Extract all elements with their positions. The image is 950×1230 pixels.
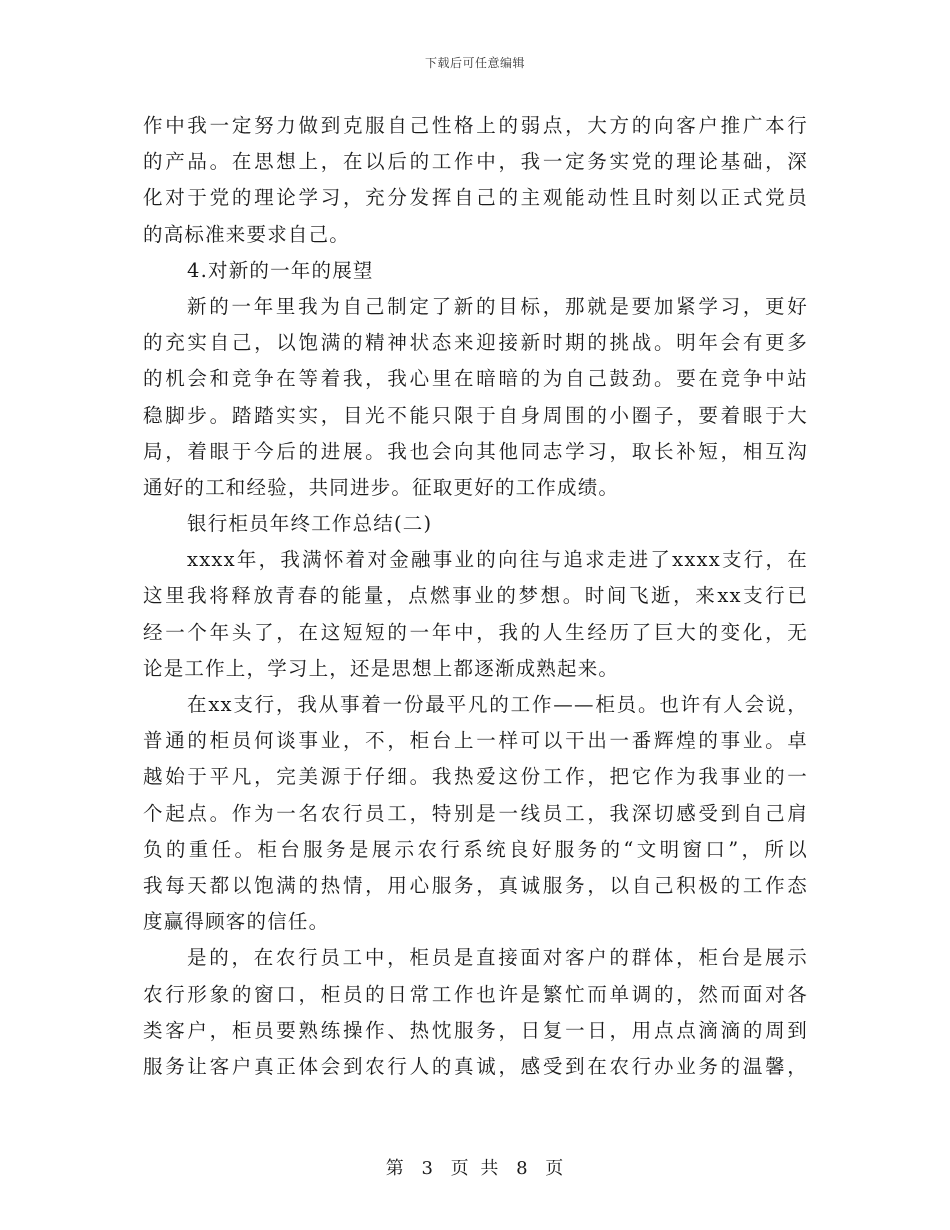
footer-prefix: 第 bbox=[385, 1158, 405, 1179]
text-line: 的高标准来要求自己。 bbox=[143, 222, 351, 246]
body-text bbox=[143, 108, 808, 1085]
text-line: 越始于平凡，完美源于仔细。我热爱这份工作，把它作为我事业的一 bbox=[143, 765, 808, 789]
footer-middle: 页 共 bbox=[450, 1158, 500, 1179]
text-line: 的充实自己，以饱满的精神状态来迎接新时期的挑战。明年会有更多 bbox=[143, 331, 808, 355]
text-line: 负的重任。柜台服务是展示农行系统良好服务的“文明窗口”，所以 bbox=[143, 837, 808, 861]
text-line: 在xx支行，我从事着一份最平凡的工作——柜员。也许有人会说， bbox=[187, 693, 808, 716]
text-line: 新的一年里我为自己制定了新的目标，那就是要加紧学习，更好 bbox=[187, 294, 808, 318]
current-page-number: 3 bbox=[421, 1158, 434, 1179]
text-line: 作中我一定努力做到克服自己性格上的弱点，大方的向客户推广本行 bbox=[143, 114, 808, 137]
text-line: 普通的柜员何谈事业，不，柜台上一样可以干出一番辉煌的事业。卓 bbox=[143, 729, 808, 753]
text-line: 化对于党的理论学习，充分发挥自己的主观能动性且时刻以正式党员 bbox=[143, 186, 808, 210]
text-line: 通好的工和经验，共同进步。征取更好的工作成绩。 bbox=[143, 475, 620, 499]
footer-suffix: 页 bbox=[545, 1158, 565, 1179]
text-line: 局，着眼于今后的进展。我也会向其他同志学习，取长补短，相互沟 bbox=[143, 439, 808, 463]
text-line: 是的，在农行员工中，柜员是直接面对客户的群体，柜台是展示 bbox=[187, 946, 808, 970]
text-line: 这里我将释放青春的能量，点燃事业的梦想。时间飞逝，来xx支行已 bbox=[143, 584, 808, 608]
text-line: 类客户，柜员要熟练操作、热忱服务，日复一日，用点点滴滴的周到 bbox=[143, 1018, 808, 1042]
text-line: 我每天都以饱满的热情，用心服务，真诚服务，以自己积极的工作态 bbox=[143, 873, 808, 897]
page-header: 下载后可任意编辑 bbox=[424, 56, 525, 70]
text-line: 论是工作上，学习上，还是思想上都逐渐成熟起来。 bbox=[143, 656, 620, 680]
text-line: 经一个年头了，在这短短的一年中，我的人生经历了巨大的变化，无 bbox=[143, 620, 808, 644]
text-line: 稳脚步。踏踏实实，目光不能只限于自身周围的小圈子，要着眼于大 bbox=[143, 403, 808, 427]
section-heading: 4.对新的一年的展望 bbox=[187, 258, 374, 282]
page-footer bbox=[0, 1154, 950, 1180]
text-line: 的机会和竞争在等着我，我心里在暗暗的为自己鼓劲。要在竞争中站 bbox=[143, 367, 808, 391]
text-line: 服务让客户真正体会到农行人的真诚，感受到在农行办业务的温馨， bbox=[143, 1054, 808, 1078]
text-line: 农行形象的窗口，柜员的日常工作也许是繁忙而单调的，然而面对各 bbox=[143, 982, 808, 1006]
text-line: 度赢得顾客的信任。 bbox=[143, 910, 330, 934]
text-line: 的产品。在思想上，在以后的工作中，我一定务实党的理论基础，深 bbox=[143, 150, 808, 174]
text-line: 个起点。作为一名农行员工，特别是一线员工，我深切感受到自己肩 bbox=[143, 801, 808, 825]
total-page-number: 8 bbox=[516, 1158, 529, 1179]
text-line: xxxx年，我满怀着对金融事业的向往与追求走进了xxxx支行，在 bbox=[187, 548, 808, 572]
section-heading: 银行柜员年终工作总结(二) bbox=[187, 512, 433, 536]
